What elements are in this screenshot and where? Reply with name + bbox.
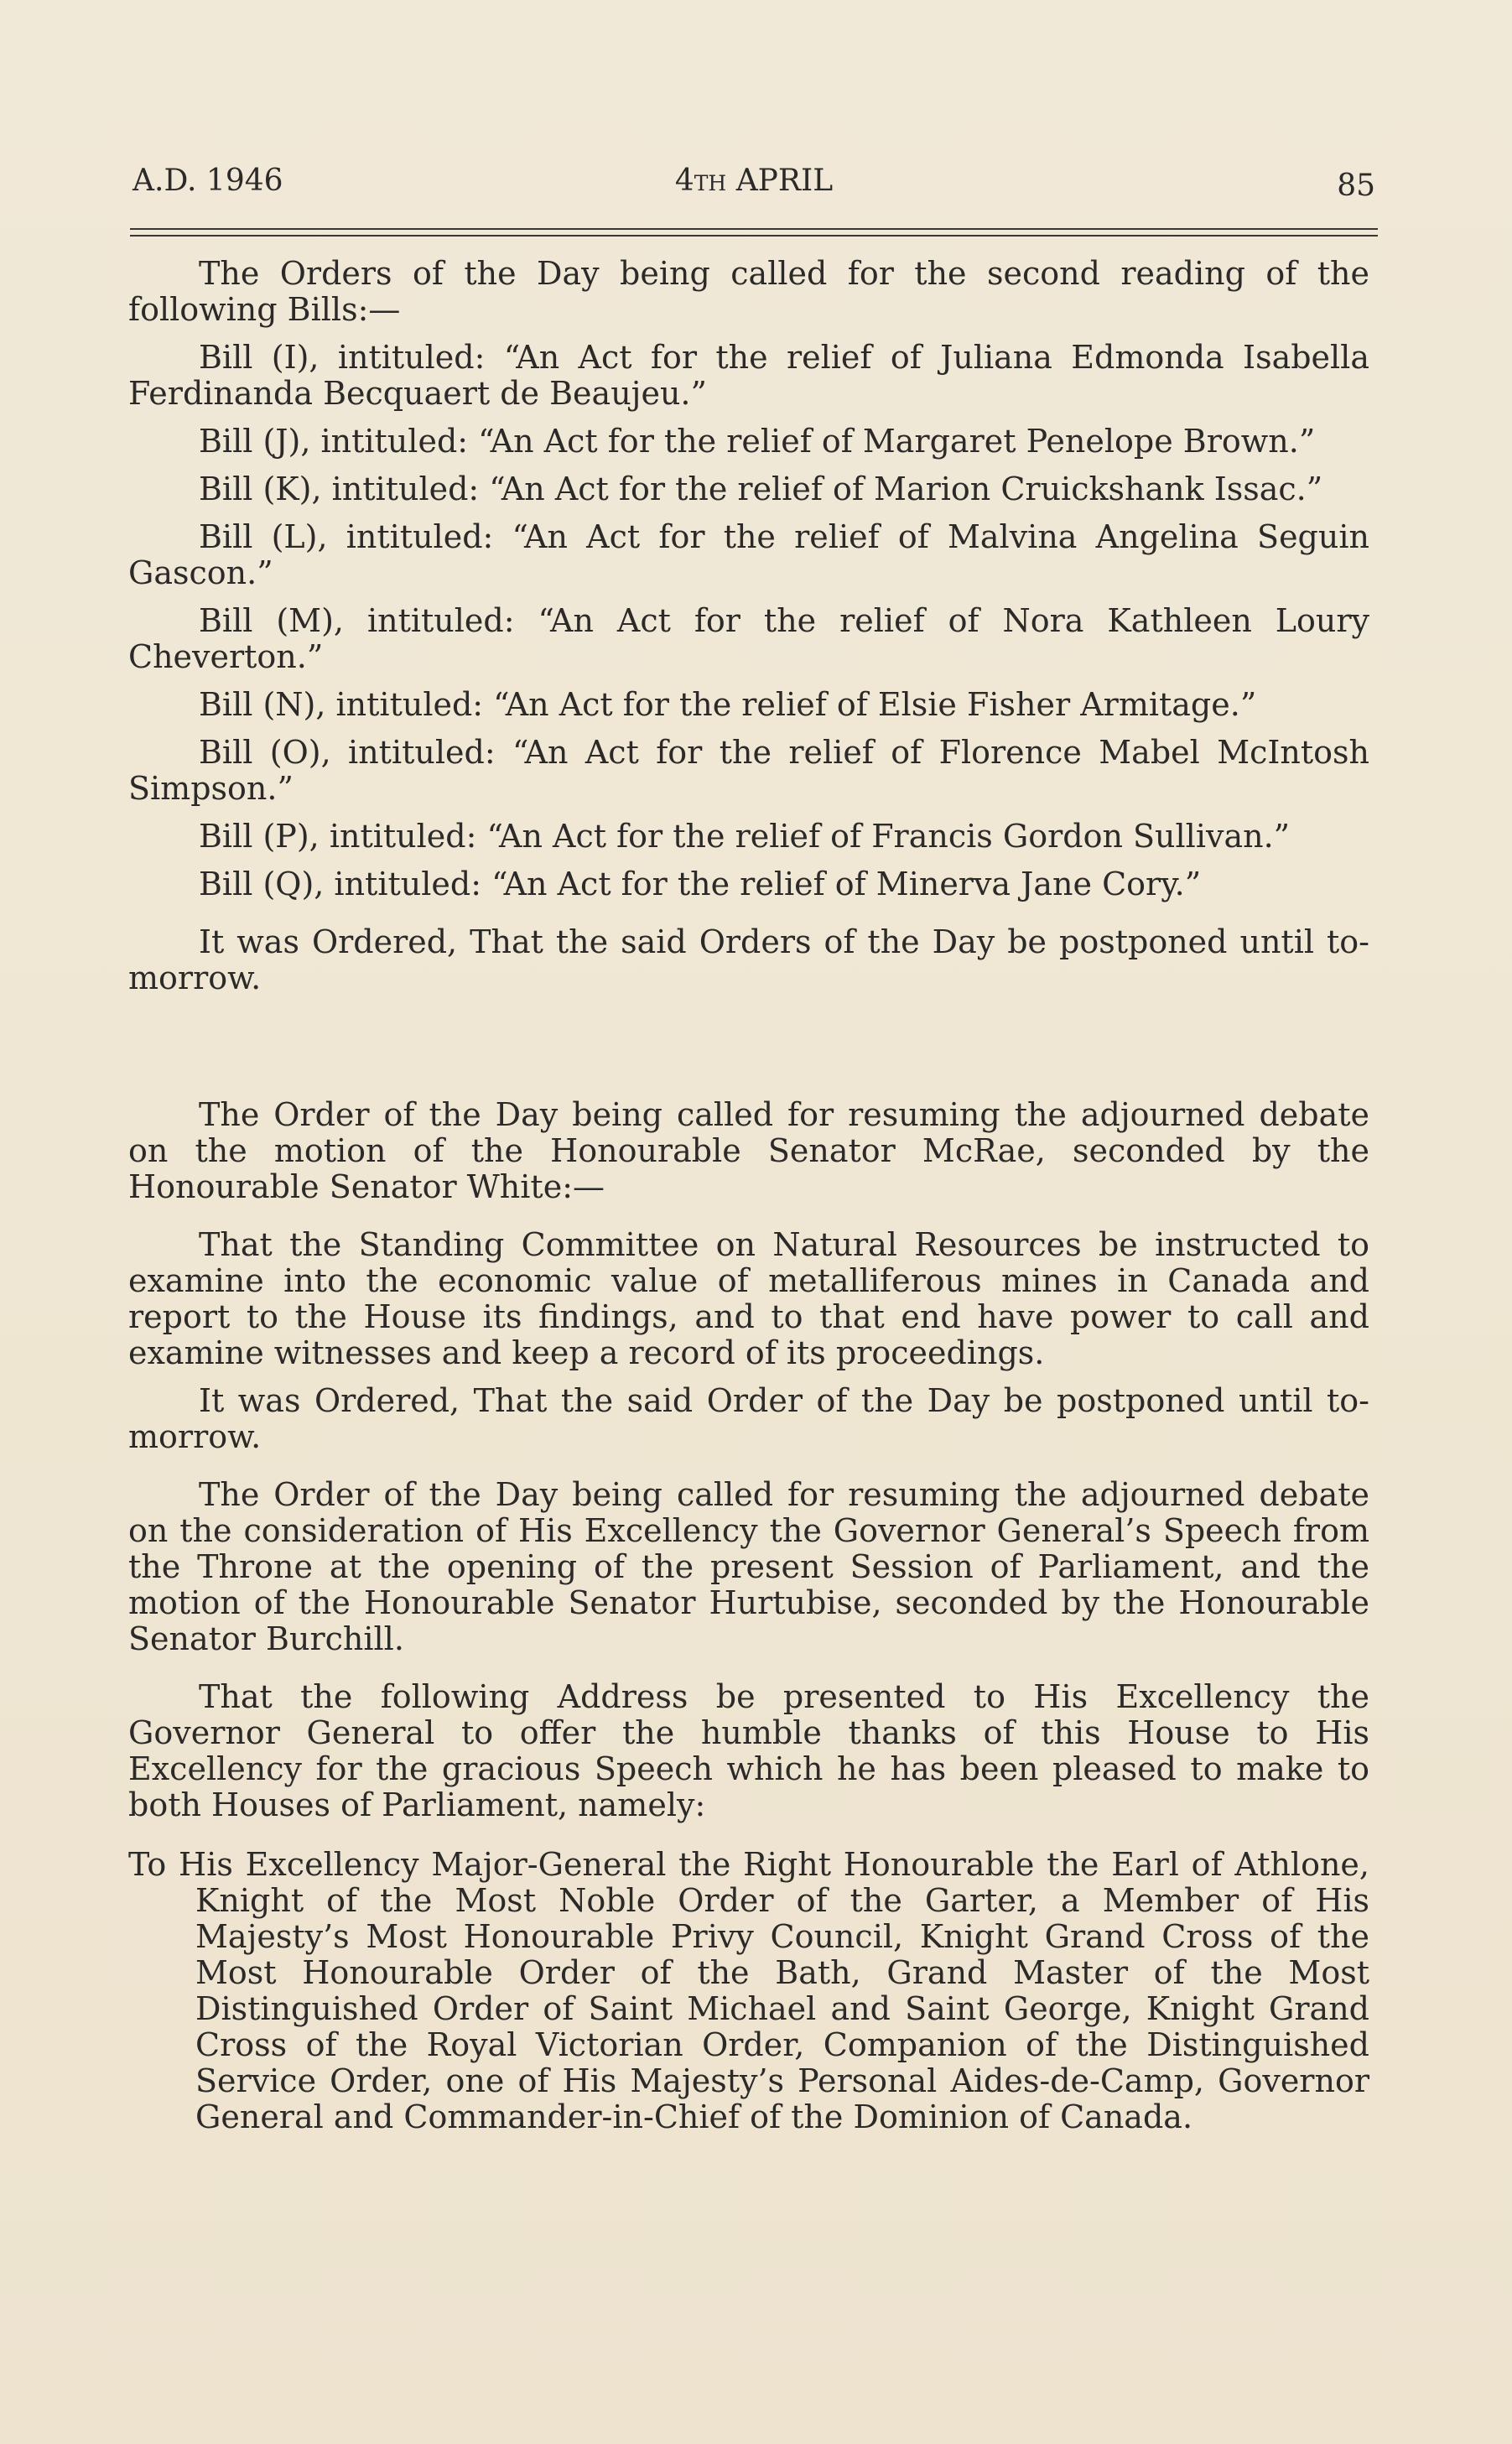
- paragraph-bill-i: Bill (I), intituled: “An Act for the relief of Juliana Edmonda Isabella Ferdinanda Becquaert de Beaujeu.”: [128, 339, 1369, 412]
- page-body: [128, 256, 1369, 2167]
- paragraph-order-postponed-1: It was Ordered, That the said Orders of the Day be postponed until to-morrow.: [128, 923, 1369, 996]
- paragraph-bill-j: Bill (J), intituled: “An Act for the relief of Margaret Penelope Brown.”: [199, 423, 1316, 460]
- paragraph-bill-l: Bill (L), intituled: “An Act for the relief of Malvina Angelina Seguin Gascon.”: [128, 518, 1369, 591]
- header-year: A.D. 1946: [132, 164, 283, 198]
- header-rule-top: [130, 228, 1378, 230]
- paragraph-bill-o: Bill (O), intituled: “An Act for the relief of Florence Mabel McIntosh Simpson.”: [128, 734, 1369, 807]
- paragraph-bill-p: Bill (P), intituled: “An Act for the relief of Francis Gordon Sullivan.”: [199, 818, 1291, 855]
- header-day: 4th: [674, 164, 727, 198]
- paragraph-mcrae-motion: The Order of the Day being called for resuming the adjourned debate on the motion of the Honourable Senator McRae, seconded by the Honourable Senator White:—: [128, 1096, 1369, 1205]
- paragraph-second-reading-intro: The Orders of the Day being called for the second reading of the following Bills:—: [128, 255, 1369, 328]
- paragraph-address-motion: That the following Address be presented to His Excellency the Governor General to offer the humble thanks of this House to His Excellency for the gracious Speech which he has been pleased to make to both Houses of Parliament, namely:: [128, 1678, 1369, 1823]
- header-month: APRIL: [735, 164, 834, 198]
- paragraph-order-postponed-2: It was Ordered, That the said Order of the Day be postponed until to-morrow.: [128, 1382, 1369, 1455]
- paragraph-address-to-governor-general: To His Excellency Major-General the Right Honourable the Earl of Athlone, Knight of the Most Noble Order of the Garter, a Member of His Majesty’s Most Honourable Privy Council, Knight Grand Cross of the Most Honourable Order of the Bath, Grand Master of the Most Distinguished Order of Saint Michael and Saint George, Knight Grand Cross of the Royal Victorian Order, Companion of the Distinguished Service Order, one of His Majesty’s Personal Aides-de-Camp, Governor General and Commander-in-Chief of the Dominion of Canada.: [128, 1846, 1369, 2135]
- running-header: [132, 164, 1375, 205]
- header-rule-bottom: [130, 235, 1378, 237]
- paragraph-natural-resources: That the Standing Committee on Natural Resources be instructed to examine into the economic value of metalliferous mines in Canada and report to the House its findings, and to that end have power to call and examine witnesses and keep a record of its proceedings.: [128, 1226, 1369, 1371]
- paragraph-bill-n: Bill (N), intituled: “An Act for the relief of Elsie Fisher Armitage.”: [199, 686, 1257, 723]
- paragraph-bill-q: Bill (Q), intituled: “An Act for the relief of Minerva Jane Cory.”: [199, 866, 1202, 902]
- page-number: 85: [1337, 169, 1375, 203]
- paragraph-bill-m: Bill (M), intituled: “An Act for the relief of Nora Kathleen Loury Cheverton.”: [128, 602, 1369, 675]
- paragraph-bill-k: Bill (K), intituled: “An Act for the relief of Marion Cruickshank Issac.”: [199, 471, 1323, 507]
- header-date: [132, 164, 1375, 198]
- paragraph-speech-debate: The Order of the Day being called for resuming the adjourned debate on the consideration of His Excellency the Governor General’s Speech from the Throne at the opening of the present Session of Parliament, and the motion of the Honourable Senator Hurtubise, seconded by the Honourable Senator Burchill.: [128, 1476, 1369, 1657]
